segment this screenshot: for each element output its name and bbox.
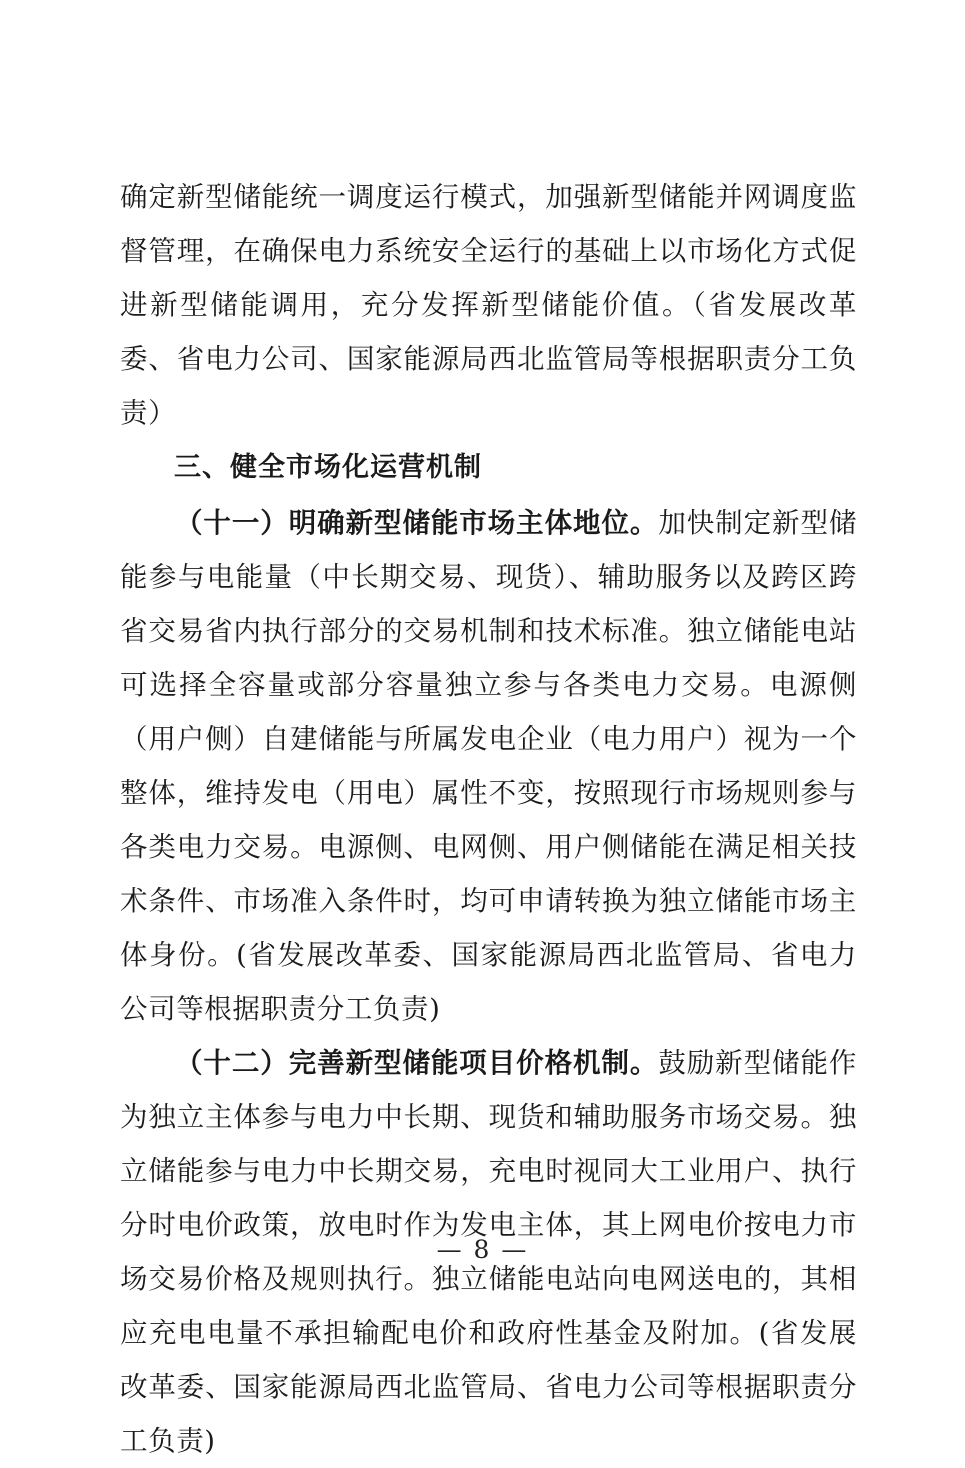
page-number: — 8 — — [436, 1235, 529, 1264]
paragraph-item-twelve-lead: （十二）完善新型储能项目价格机制。 — [175, 1047, 659, 1079]
paragraph-item-eleven-lead: （十一）明确新型储能市场主体地位。 — [175, 507, 659, 539]
paragraph-item-eleven — [120, 496, 857, 1036]
paragraph-continued-dispatch: 确定新型储能统一调度运行模式，加强新型储能并网调度监督管理，在确保电力系统安全运行的基础上以市场化方式促进新型储能调用，充分发挥新型储能价值。（省发展改革委、省电力公司、国家能源局西北监管局等根据职责分工负责） — [120, 181, 857, 429]
paragraph-item-eleven-text: 加快制定新型储能参与电能量（中长期交易、现货）、辅助服务以及跨区跨省交易省内执行部分的交易机制和技术标准。独立储能电站可选择全容量或部分容量独立参与各类电力交易。电源侧（用户侧）自建储能与所属发电企业（电力用户）视为一个整体，维持发电（用电）属性不变，按照现行市场规则参与各类电力交易。电源侧、电网侧、用户侧储能在满足相关技术条件、市场准入条件时，均可申请转换为独立储能市场主体身份。(省发展改革委、国家能源局西北监管局、省电力公司等根据职责分工负责) — [120, 507, 857, 1025]
document-body — [120, 170, 857, 1468]
paragraph-item-twelve-text: 鼓励新型储能作为独立主体参与电力中长期、现货和辅助服务市场交易。独立储能参与电力中长期交易，充电时视同大工业用户、执行分时电价政策，放电时作为发电主体，其上网电价按电力市场交易价格及规则执行。独立储能电站向电网送电的，其相应充电电量不承担输配电价和政府性基金及附加。(省发展改革委、国家能源局西北监管局、省电力公司等根据职责分工负责) — [120, 1047, 857, 1457]
section-heading-three: 三、健全市场化运营机制 — [174, 452, 482, 483]
